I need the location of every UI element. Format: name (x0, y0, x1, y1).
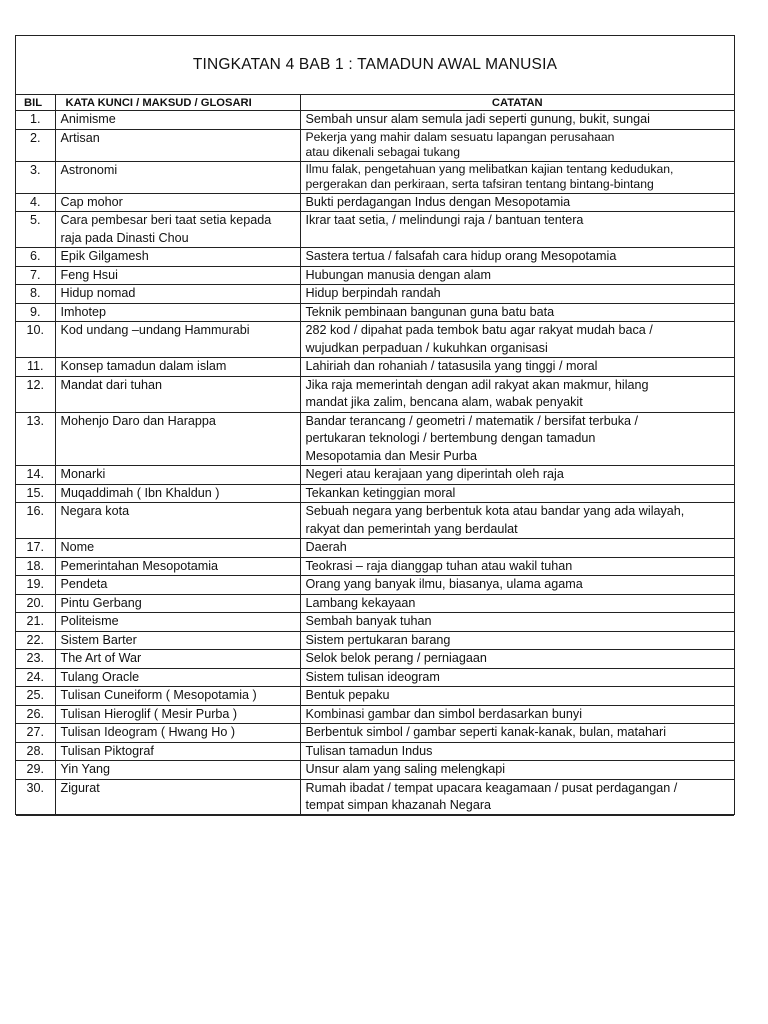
row-term: Yin Yang (55, 761, 300, 780)
row-term: Feng Hsui (55, 266, 300, 285)
row-number: 6. (16, 248, 55, 267)
row-number: 22. (16, 631, 55, 650)
row-note: Ikrar taat setia, / melindungi raja / bantuan tentera (300, 212, 734, 248)
row-term: Animisme (55, 111, 300, 130)
table-row (16, 761, 734, 780)
row-number: 30. (16, 779, 55, 815)
row-number: 23. (16, 650, 55, 669)
table-row (16, 129, 734, 161)
row-note: Hidup berpindah randah (300, 285, 734, 304)
row-term: Artisan (55, 129, 300, 161)
table-row (16, 742, 734, 761)
table-row (16, 539, 734, 558)
table-row (16, 484, 734, 503)
table-row (16, 266, 734, 285)
table-row (16, 687, 734, 706)
table-row (16, 161, 734, 193)
header-term: KATA KUNCI / MAKSUD / GLOSARI (55, 95, 300, 111)
row-note: Lambang kekayaan (300, 594, 734, 613)
table-row (16, 576, 734, 595)
row-term: Muqaddimah ( Ibn Khaldun ) (55, 484, 300, 503)
row-note: 282 kod / dipahat pada tembok batu agar rakyat mudah baca / wujudkan perpaduan / kukuhkan organisasi (300, 322, 734, 358)
row-note: Orang yang banyak ilmu, biasanya, ulama agama (300, 576, 734, 595)
row-term: Monarki (55, 466, 300, 485)
table-row (16, 248, 734, 267)
row-term: Mandat dari tuhan (55, 376, 300, 412)
row-number: 5. (16, 212, 55, 248)
row-term: Imhotep (55, 303, 300, 322)
row-term: Politeisme (55, 613, 300, 632)
row-note: Lahiriah dan rohaniah / tatasusila yang tinggi / moral (300, 358, 734, 377)
row-number: 4. (16, 193, 55, 212)
row-note: Sembah unsur alam semula jadi seperti gunung, bukit, sungai (300, 111, 734, 130)
row-note: Tulisan tamadun Indus (300, 742, 734, 761)
row-note: Pekerja yang mahir dalam sesuatu lapangan perusahaan atau dikenali sebagai tukang (300, 129, 734, 161)
row-term: Kod undang –undang Hammurabi (55, 322, 300, 358)
row-number: 15. (16, 484, 55, 503)
row-number: 11. (16, 358, 55, 377)
table-row (16, 705, 734, 724)
row-term: Tulisan Ideogram ( Hwang Ho ) (55, 724, 300, 743)
row-number: 7. (16, 266, 55, 285)
row-term: Sistem Barter (55, 631, 300, 650)
row-number: 8. (16, 285, 55, 304)
table-row (16, 631, 734, 650)
table-row (16, 193, 734, 212)
row-number: 17. (16, 539, 55, 558)
row-term: Negara kota (55, 503, 300, 539)
table-row (16, 412, 734, 466)
row-note: Selok belok perang / perniagaan (300, 650, 734, 669)
table-row (16, 594, 734, 613)
table-row (16, 668, 734, 687)
row-note: Negeri atau kerajaan yang diperintah oleh raja (300, 466, 734, 485)
row-term: The Art of War (55, 650, 300, 669)
table-row (16, 212, 734, 248)
table-row (16, 724, 734, 743)
row-note: Sistem pertukaran barang (300, 631, 734, 650)
row-note: Bukti perdagangan Indus dengan Mesopotamia (300, 193, 734, 212)
row-number: 2. (16, 129, 55, 161)
row-note: Daerah (300, 539, 734, 558)
row-note: Sembah banyak tuhan (300, 613, 734, 632)
row-number: 25. (16, 687, 55, 706)
row-number: 24. (16, 668, 55, 687)
glossary-table (16, 95, 734, 816)
table-row (16, 303, 734, 322)
row-term: Nome (55, 539, 300, 558)
row-number: 21. (16, 613, 55, 632)
row-term: Astronomi (55, 161, 300, 193)
row-number: 19. (16, 576, 55, 595)
row-number: 1. (16, 111, 55, 130)
row-number: 29. (16, 761, 55, 780)
row-term: Cara pembesar beri taat setia kepada raja pada Dinasti Chou (55, 212, 300, 248)
header-number: BIL (16, 95, 55, 111)
table-row (16, 557, 734, 576)
row-note: Sebuah negara yang berbentuk kota atau bandar yang ada wilayah, rakyat dan pemerintah yang berdaulat (300, 503, 734, 539)
table-header-row (16, 95, 734, 111)
row-note: Hubungan manusia dengan alam (300, 266, 734, 285)
row-term: Epik Gilgamesh (55, 248, 300, 267)
row-number: 14. (16, 466, 55, 485)
row-term: Tulang Oracle (55, 668, 300, 687)
row-term: Tulisan Cuneiform ( Mesopotamia ) (55, 687, 300, 706)
row-number: 13. (16, 412, 55, 466)
header-note: CATATAN (300, 95, 734, 111)
table-row (16, 466, 734, 485)
table-row (16, 503, 734, 539)
row-term: Zigurat (55, 779, 300, 815)
row-note: Kombinasi gambar dan simbol berdasarkan bunyi (300, 705, 734, 724)
row-term: Pemerintahan Mesopotamia (55, 557, 300, 576)
row-note: Berbentuk simbol / gambar seperti kanak-kanak, bulan, matahari (300, 724, 734, 743)
row-note: Rumah ibadat / tempat upacara keagamaan / pusat perdagangan / tempat simpan khazanah Negara (300, 779, 734, 815)
row-note: Sistem tulisan ideogram (300, 668, 734, 687)
row-number: 28. (16, 742, 55, 761)
row-number: 20. (16, 594, 55, 613)
row-note: Unsur alam yang saling melengkapi (300, 761, 734, 780)
document-title: TINGKATAN 4 BAB 1 : TAMADUN AWAL MANUSIA (16, 36, 734, 95)
row-note: Sastera tertua / falsafah cara hidup orang Mesopotamia (300, 248, 734, 267)
row-note: Teokrasi – raja dianggap tuhan atau wakil tuhan (300, 557, 734, 576)
table-row (16, 376, 734, 412)
row-note: Bandar terancang / geometri / matematik / bersifat terbuka / pertukaran teknologi / bertembung dengan tamadun Mesopotamia dan Mesir Purba (300, 412, 734, 466)
table-row (16, 322, 734, 358)
row-term: Tulisan Hieroglif ( Mesir Purba ) (55, 705, 300, 724)
row-number: 18. (16, 557, 55, 576)
row-number: 16. (16, 503, 55, 539)
row-number: 3. (16, 161, 55, 193)
table-row (16, 779, 734, 815)
table-row (16, 650, 734, 669)
row-note: Teknik pembinaan bangunan guna batu bata (300, 303, 734, 322)
row-note: Jika raja memerintah dengan adil rakyat akan makmur, hilang mandat jika zalim, bencana alam, wabak penyakit (300, 376, 734, 412)
row-number: 26. (16, 705, 55, 724)
table-row (16, 285, 734, 304)
row-term: Pendeta (55, 576, 300, 595)
document-frame (15, 35, 735, 815)
row-number: 12. (16, 376, 55, 412)
row-number: 27. (16, 724, 55, 743)
row-number: 9. (16, 303, 55, 322)
row-note: Bentuk pepaku (300, 687, 734, 706)
row-term: Mohenjo Daro dan Harappa (55, 412, 300, 466)
table-row (16, 111, 734, 130)
row-note: Tekankan ketinggian moral (300, 484, 734, 503)
table-row (16, 358, 734, 377)
row-term: Pintu Gerbang (55, 594, 300, 613)
table-row (16, 613, 734, 632)
row-term: Cap mohor (55, 193, 300, 212)
row-note: Ilmu falak, pengetahuan yang melibatkan kajian tentang kedudukan, pergerakan dan perkiraan, serta tafsiran tentang bintang-bintang (300, 161, 734, 193)
row-term: Hidup nomad (55, 285, 300, 304)
row-term: Konsep tamadun dalam islam (55, 358, 300, 377)
row-number: 10. (16, 322, 55, 358)
row-term: Tulisan Piktograf (55, 742, 300, 761)
